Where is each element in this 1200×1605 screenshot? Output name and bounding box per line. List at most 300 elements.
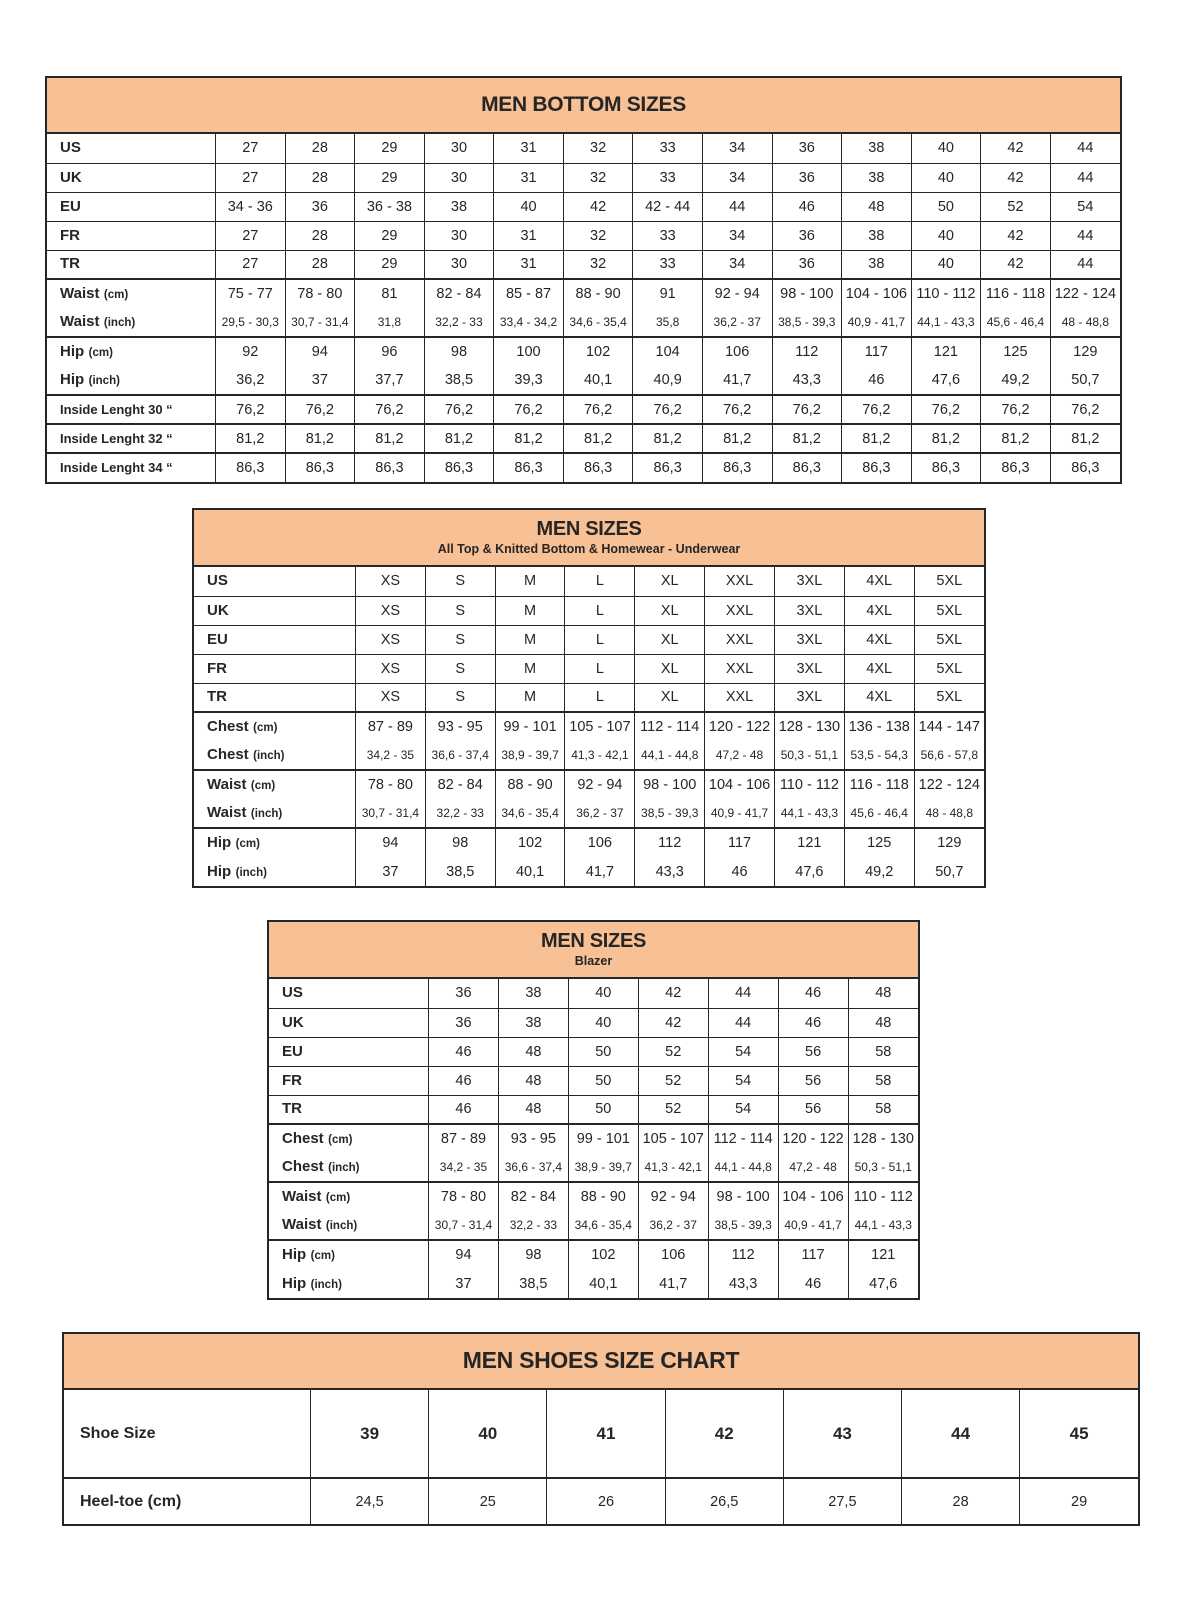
row-label-text: Hip	[282, 1274, 307, 1292]
row-label	[269, 1153, 429, 1182]
cell-value: 112	[708, 1240, 778, 1269]
cell-value: 96	[355, 337, 425, 366]
table-title: MEN BOTTOM SIZES	[481, 93, 686, 117]
cell-value: 81	[355, 279, 425, 308]
row-label	[269, 1211, 429, 1240]
cell-value: 76,2	[494, 395, 564, 424]
cell-value: 38	[842, 134, 912, 163]
cell-value: 106	[702, 337, 772, 366]
row-label-text: UK	[60, 168, 82, 186]
cell-value: 54	[708, 1066, 778, 1095]
row-label-unit: (cm)	[328, 1134, 353, 1146]
cell-value: 98 - 100	[635, 770, 705, 799]
cell-value: 33	[633, 134, 703, 163]
cell-value: 105 - 107	[638, 1124, 708, 1153]
cell-value: 94	[356, 828, 426, 857]
row-label-text: Chest	[207, 746, 249, 763]
cell-value: 86,3	[285, 453, 355, 482]
cell-value: 27	[216, 221, 286, 250]
cell-value: 27	[216, 134, 286, 163]
cell-value: S	[425, 567, 495, 596]
cell-value: M	[495, 596, 565, 625]
cell-value: 37,7	[355, 366, 425, 395]
cell-value: 43	[783, 1390, 901, 1478]
men-sizes-blazer-grid	[269, 979, 918, 1298]
row-label	[269, 1182, 429, 1211]
cell-value: 82 - 84	[498, 1182, 568, 1211]
cell-value: 81,2	[494, 424, 564, 453]
cell-value: 41	[547, 1390, 665, 1478]
cell-value: 46	[778, 1008, 848, 1037]
cell-value: 39,3	[494, 366, 564, 395]
cell-value: 47,6	[911, 366, 981, 395]
row-label-text: US	[282, 984, 303, 1002]
cell-value: 92 - 94	[565, 770, 635, 799]
row-label-text: Chest	[282, 1158, 324, 1175]
cell-value: L	[565, 567, 635, 596]
cell-value: 58	[848, 1095, 918, 1124]
cell-value: 30	[424, 221, 494, 250]
cell-value: 86,3	[842, 453, 912, 482]
cell-value: 50	[568, 1037, 638, 1066]
row-label	[269, 1124, 429, 1153]
row-label	[47, 337, 216, 366]
cell-value: 46	[429, 1037, 499, 1066]
cell-value: 42 - 44	[633, 192, 703, 221]
row-label	[194, 712, 356, 741]
row-label-unit: (cm)	[310, 1250, 335, 1262]
cell-value: 29	[1020, 1478, 1138, 1524]
cell-value: 81,2	[981, 424, 1051, 453]
row-label-text: Chest	[207, 718, 249, 735]
cell-value: 86,3	[981, 453, 1051, 482]
cell-value: 27	[216, 250, 286, 279]
cell-value: 29	[355, 163, 425, 192]
cell-value: 129	[1050, 337, 1120, 366]
cell-value: 98	[425, 828, 495, 857]
cell-value: 40	[494, 192, 564, 221]
table-row	[47, 192, 1120, 221]
cell-value: 91	[633, 279, 703, 308]
cell-value: 38	[842, 163, 912, 192]
row-label	[194, 828, 356, 857]
cell-value: 33	[633, 221, 703, 250]
row-label	[47, 395, 216, 424]
cell-value: 106	[565, 828, 635, 857]
cell-value: 34	[702, 134, 772, 163]
cell-value: 121	[774, 828, 844, 857]
cell-value: XS	[356, 625, 426, 654]
cell-value: 36	[772, 134, 842, 163]
cell-value: 46	[842, 366, 912, 395]
cell-value: 40,9 - 41,7	[778, 1211, 848, 1240]
cell-value: 47,6	[774, 857, 844, 886]
cell-value: 46	[429, 1095, 499, 1124]
cell-value: 110 - 112	[774, 770, 844, 799]
cell-value: 122 - 124	[914, 770, 984, 799]
cell-value: 43,3	[708, 1269, 778, 1298]
cell-value: 81,2	[563, 424, 633, 453]
cell-value: 44	[1050, 250, 1120, 279]
cell-value: 40,9 - 41,7	[842, 308, 912, 337]
row-label	[269, 1037, 429, 1066]
cell-value: 82 - 84	[424, 279, 494, 308]
cell-value: XXL	[705, 654, 775, 683]
row-label-text: Waist	[60, 313, 100, 330]
cell-value: XL	[635, 596, 705, 625]
table-subtitle: Blazer	[574, 954, 613, 968]
row-label-text: UK	[207, 601, 229, 619]
row-label-unit: (cm)	[250, 780, 276, 792]
row-label-text: FR	[60, 226, 80, 244]
cell-value: 30	[424, 134, 494, 163]
cell-value: 86,3	[563, 453, 633, 482]
table-row	[269, 979, 918, 1008]
cell-value: 44,1 - 44,8	[635, 741, 705, 770]
cell-value: 3XL	[774, 625, 844, 654]
cell-value: XXL	[705, 625, 775, 654]
cell-value: 32,2 - 33	[424, 308, 494, 337]
cell-value: 52	[638, 1095, 708, 1124]
cell-value: 102	[568, 1240, 638, 1269]
cell-value: 86,3	[911, 453, 981, 482]
cell-value: 36,2 - 37	[638, 1211, 708, 1240]
cell-value: XS	[356, 596, 426, 625]
cell-value: 3XL	[774, 654, 844, 683]
cell-value: 5XL	[914, 625, 984, 654]
row-label	[194, 654, 356, 683]
cell-value: 44	[702, 192, 772, 221]
cell-value: 31	[494, 163, 564, 192]
cell-value: 44	[1050, 163, 1120, 192]
cell-value: 81,2	[702, 424, 772, 453]
cell-value: 76,2	[424, 395, 494, 424]
cell-value: 43,3	[635, 857, 705, 886]
cell-value: 78 - 80	[429, 1182, 499, 1211]
cell-value: 47,2 - 48	[778, 1153, 848, 1182]
cell-value: 136 - 138	[844, 712, 914, 741]
row-label	[269, 1008, 429, 1037]
table-row	[269, 1240, 918, 1269]
cell-value: 29	[355, 221, 425, 250]
cell-value: 38,9 - 39,7	[568, 1153, 638, 1182]
cell-value: 48	[842, 192, 912, 221]
cell-value: 76,2	[216, 395, 286, 424]
cell-value: 86,3	[424, 453, 494, 482]
table-row	[269, 1008, 918, 1037]
cell-value: 41,7	[638, 1269, 708, 1298]
cell-value: 98	[424, 337, 494, 366]
cell-value: 37	[356, 857, 426, 886]
cell-value: 47,2 - 48	[705, 741, 775, 770]
cell-value: 87 - 89	[356, 712, 426, 741]
cell-value: 117	[842, 337, 912, 366]
cell-value: 48	[498, 1037, 568, 1066]
row-label-text: Hip	[207, 862, 232, 880]
cell-value: 94	[285, 337, 355, 366]
cell-value: XXL	[705, 683, 775, 712]
cell-value: 30	[424, 163, 494, 192]
cell-value: 50,3 - 51,1	[848, 1153, 918, 1182]
cell-value: 38,5	[498, 1269, 568, 1298]
cell-value: 29,5 - 30,3	[216, 308, 286, 337]
cell-value: 40	[911, 134, 981, 163]
cell-value: 44,1 - 43,3	[848, 1211, 918, 1240]
cell-value: 4XL	[844, 654, 914, 683]
table-row	[47, 424, 1120, 453]
cell-value: 37	[285, 366, 355, 395]
cell-value: 36,6 - 37,4	[425, 741, 495, 770]
cell-value: 128 - 130	[848, 1124, 918, 1153]
cell-value: 40	[429, 1390, 547, 1478]
cell-value: 38	[498, 1008, 568, 1037]
row-label-unit: (inch)	[325, 1220, 358, 1232]
cell-value: 86,3	[1050, 453, 1120, 482]
cell-value: 81,2	[216, 424, 286, 453]
row-label-text: Inside Lenght 34 “	[60, 460, 173, 475]
cell-value: 86,3	[702, 453, 772, 482]
table-row	[194, 712, 984, 741]
table-row	[64, 1478, 1138, 1524]
cell-value: 56	[778, 1095, 848, 1124]
cell-value: 76,2	[355, 395, 425, 424]
row-label	[194, 770, 356, 799]
cell-value: 30	[424, 250, 494, 279]
cell-value: 33	[633, 163, 703, 192]
row-label-text: EU	[207, 630, 228, 648]
row-label	[47, 163, 216, 192]
cell-value: 28	[285, 221, 355, 250]
row-label-text: UK	[282, 1013, 304, 1031]
table-row	[47, 366, 1120, 395]
cell-value: M	[495, 567, 565, 596]
cell-value: 121	[911, 337, 981, 366]
table-row	[47, 134, 1120, 163]
cell-value: 38,5	[424, 366, 494, 395]
row-label	[47, 134, 216, 163]
cell-value: 35,8	[633, 308, 703, 337]
row-label-unit: (inch)	[103, 317, 136, 329]
row-label-text: Heel-toe (cm)	[80, 1492, 182, 1510]
cell-value: 28	[285, 250, 355, 279]
cell-value: 44	[708, 1008, 778, 1037]
cell-value: 104 - 106	[705, 770, 775, 799]
cell-value: 76,2	[633, 395, 703, 424]
table-row	[194, 596, 984, 625]
cell-value: 26	[547, 1478, 665, 1524]
row-label	[269, 979, 429, 1008]
row-label-text: Inside Lenght 30 “	[60, 401, 173, 417]
cell-value: 50	[568, 1095, 638, 1124]
row-label-unit: (cm)	[253, 722, 278, 734]
cell-value: 45,6 - 46,4	[844, 799, 914, 828]
cell-value: 32	[563, 221, 633, 250]
cell-value: 42	[638, 979, 708, 1008]
cell-value: 34	[702, 221, 772, 250]
cell-value: 31	[494, 221, 564, 250]
cell-value: L	[565, 625, 635, 654]
cell-value: 36	[429, 1008, 499, 1037]
cell-value: S	[425, 596, 495, 625]
cell-value: 34,2 - 35	[356, 741, 426, 770]
cell-value: 36,2	[216, 366, 286, 395]
cell-value: 76,2	[772, 395, 842, 424]
row-label	[47, 453, 216, 482]
cell-value: 45	[1020, 1390, 1138, 1478]
men-shoes-size-chart-table	[62, 1332, 1140, 1526]
table-header	[47, 78, 1120, 134]
cell-value: 41,3 - 42,1	[638, 1153, 708, 1182]
cell-value: 56	[778, 1066, 848, 1095]
cell-value: 86,3	[772, 453, 842, 482]
cell-value: 40	[911, 250, 981, 279]
cell-value: 31	[494, 250, 564, 279]
cell-value: 3XL	[774, 683, 844, 712]
cell-value: 76,2	[563, 395, 633, 424]
cell-value: 48 - 48,8	[914, 799, 984, 828]
cell-value: 41,7	[702, 366, 772, 395]
row-label-text: TR	[207, 688, 227, 706]
table-row	[47, 308, 1120, 337]
cell-value: 34,2 - 35	[429, 1153, 499, 1182]
cell-value: 33	[633, 250, 703, 279]
cell-value: 38,5	[425, 857, 495, 886]
cell-value: 38,5 - 39,3	[708, 1211, 778, 1240]
cell-value: 34	[702, 163, 772, 192]
row-label-unit: (cm)	[88, 347, 113, 359]
cell-value: 93 - 95	[498, 1124, 568, 1153]
row-label-text: FR	[207, 659, 227, 677]
cell-value: 102	[563, 337, 633, 366]
cell-value: 104	[633, 337, 703, 366]
row-label	[47, 308, 216, 337]
row-label-text: EU	[282, 1042, 303, 1060]
cell-value: 86,3	[494, 453, 564, 482]
table-row	[269, 1037, 918, 1066]
cell-value: 88 - 90	[495, 770, 565, 799]
cell-value: 102	[495, 828, 565, 857]
cell-value: 40	[911, 163, 981, 192]
row-label-unit: (inch)	[328, 1162, 360, 1174]
cell-value: 112 - 114	[708, 1124, 778, 1153]
cell-value: 88 - 90	[568, 1182, 638, 1211]
cell-value: 3XL	[774, 596, 844, 625]
row-label	[64, 1390, 311, 1478]
row-label-unit: (inch)	[88, 375, 120, 387]
cell-value: 56	[778, 1037, 848, 1066]
row-label-unit: (inch)	[235, 866, 267, 879]
cell-value: 42	[563, 192, 633, 221]
cell-value: 76,2	[702, 395, 772, 424]
cell-value: 5XL	[914, 596, 984, 625]
cell-value: S	[425, 654, 495, 683]
cell-value: 29	[355, 134, 425, 163]
cell-value: S	[425, 683, 495, 712]
cell-value: L	[565, 683, 635, 712]
table-row	[269, 1211, 918, 1240]
table-row	[194, 799, 984, 828]
table-row	[47, 163, 1120, 192]
row-label	[47, 250, 216, 279]
cell-value: 81,2	[772, 424, 842, 453]
row-label	[194, 857, 356, 886]
cell-value: 5XL	[914, 683, 984, 712]
cell-value: 106	[638, 1240, 708, 1269]
cell-value: 41,3 - 42,1	[565, 741, 635, 770]
cell-value: 117	[705, 828, 775, 857]
row-label	[64, 1478, 311, 1524]
cell-value: 86,3	[216, 453, 286, 482]
row-label-text: Hip	[207, 834, 232, 851]
cell-value: 144 - 147	[914, 712, 984, 741]
cell-value: 121	[848, 1240, 918, 1269]
men-sizes-blazer-table	[267, 920, 920, 1300]
cell-value: 50,7	[1050, 366, 1120, 395]
row-label-unit: (inch)	[310, 1278, 342, 1291]
cell-value: 38	[424, 192, 494, 221]
cell-value: 40,1	[495, 857, 565, 886]
cell-value: 34	[702, 250, 772, 279]
cell-value: 50	[568, 1066, 638, 1095]
row-label	[47, 366, 216, 395]
table-row	[47, 279, 1120, 308]
cell-value: 49,2	[981, 366, 1051, 395]
cell-value: 38	[842, 250, 912, 279]
cell-value: XS	[356, 654, 426, 683]
men-sizes-tops-grid	[194, 567, 984, 886]
cell-value: 32,2 - 33	[498, 1211, 568, 1240]
cell-value: 78 - 80	[285, 279, 355, 308]
table-row	[194, 741, 984, 770]
cell-value: 30,7 - 31,4	[356, 799, 426, 828]
cell-value: 27,5	[783, 1478, 901, 1524]
table-row	[194, 654, 984, 683]
cell-value: 92 - 94	[702, 279, 772, 308]
cell-value: 42	[981, 221, 1051, 250]
row-label-text: Hip	[282, 1246, 307, 1263]
cell-value: 49,2	[844, 857, 914, 886]
row-label	[194, 596, 356, 625]
cell-value: XXL	[705, 596, 775, 625]
cell-value: 36,6 - 37,4	[498, 1153, 568, 1182]
men-bottom-sizes-grid	[47, 134, 1120, 482]
row-label-text: Waist	[60, 285, 100, 302]
cell-value: 24,5	[311, 1478, 429, 1524]
cell-value: 116 - 118	[981, 279, 1051, 308]
table-row	[47, 250, 1120, 279]
cell-value: 37	[429, 1269, 499, 1298]
cell-value: 54	[708, 1095, 778, 1124]
cell-value: 42	[665, 1390, 783, 1478]
cell-value: 99 - 101	[568, 1124, 638, 1153]
cell-value: 4XL	[844, 567, 914, 596]
cell-value: 47,6	[848, 1269, 918, 1298]
cell-value: 52	[638, 1066, 708, 1095]
table-title: MEN SIZES	[536, 518, 642, 540]
cell-value: 104 - 106	[778, 1182, 848, 1211]
row-label	[194, 567, 356, 596]
table-row	[47, 395, 1120, 424]
cell-value: XL	[635, 654, 705, 683]
cell-value: 27	[216, 163, 286, 192]
cell-value: 28	[285, 134, 355, 163]
cell-value: 48	[848, 979, 918, 1008]
table-row	[194, 567, 984, 596]
cell-value: 76,2	[842, 395, 912, 424]
cell-value: 81,2	[842, 424, 912, 453]
cell-value: 34 - 36	[216, 192, 286, 221]
cell-value: M	[495, 654, 565, 683]
